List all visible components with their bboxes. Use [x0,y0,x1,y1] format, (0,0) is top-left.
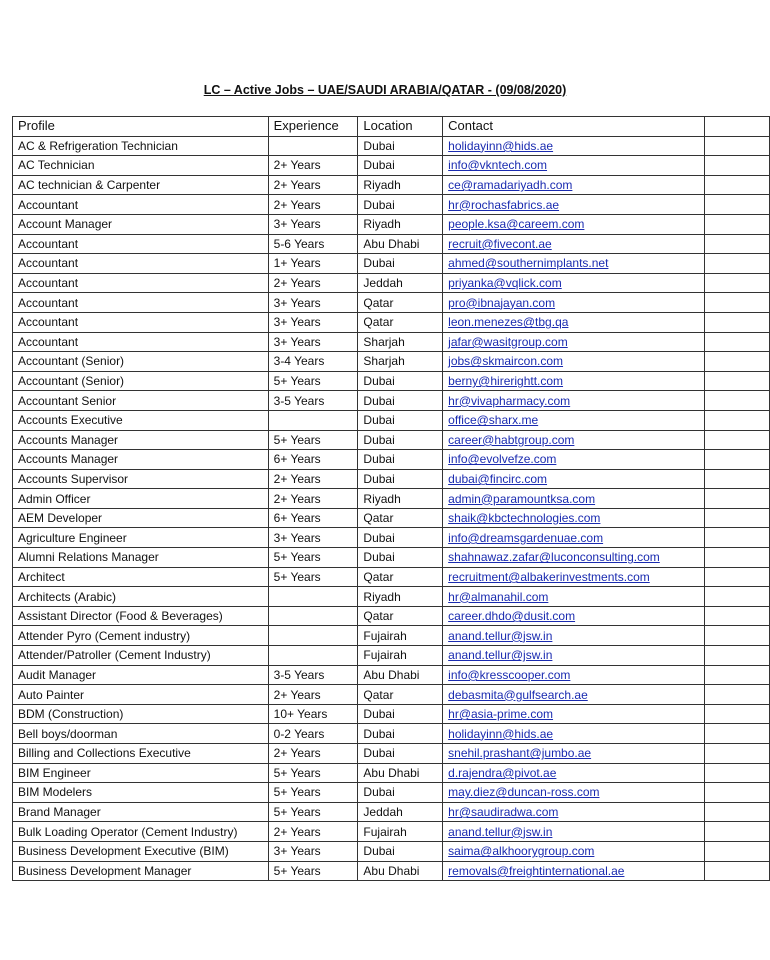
cell-location: Riyadh [358,489,443,509]
cell-contact[interactable]: ahmed@southernimplants.net [443,254,704,274]
cell-location: Dubai [358,195,443,215]
table-row [13,567,770,587]
cell-contact[interactable]: info@evolvefze.com [443,450,704,470]
table-row [13,234,770,254]
cell-location: Dubai [358,410,443,430]
cell-experience: 6+ Years [268,508,358,528]
table-row [13,665,770,685]
cell-empty [704,841,769,861]
cell-location: Abu Dhabi [358,763,443,783]
cell-location: Fujairah [358,646,443,666]
cell-location: Abu Dhabi [358,234,443,254]
cell-empty [704,136,769,156]
cell-location: Abu Dhabi [358,861,443,881]
cell-profile: BIM Engineer [13,763,269,783]
table-row [13,214,770,234]
table-row [13,802,770,822]
cell-experience: 3-5 Years [268,391,358,411]
cell-experience: 3+ Years [268,528,358,548]
cell-experience: 5+ Years [268,567,358,587]
cell-experience: 3+ Years [268,293,358,313]
cell-location: Dubai [358,841,443,861]
cell-experience: 3+ Years [268,312,358,332]
jobs-table [12,116,770,881]
header-location: Location [358,117,443,137]
cell-experience: 2+ Years [268,822,358,842]
cell-location: Qatar [358,567,443,587]
cell-empty [704,352,769,372]
cell-empty [704,489,769,509]
cell-experience: 3+ Years [268,841,358,861]
cell-location: Dubai [358,528,443,548]
cell-location: Dubai [358,430,443,450]
cell-location: Qatar [358,293,443,313]
cell-experience: 3+ Years [268,332,358,352]
cell-location: Dubai [358,450,443,470]
cell-profile: Business Development Manager [13,861,269,881]
cell-contact[interactable]: people.ksa@careem.com [443,214,704,234]
cell-experience: 2+ Years [268,469,358,489]
cell-contact[interactable]: berny@hirerightt.com [443,371,704,391]
cell-empty [704,156,769,176]
cell-profile: Accounts Supervisor [13,469,269,489]
cell-contact[interactable]: hr@vivapharmacy.com [443,391,704,411]
cell-contact[interactable]: info@kresscooper.com [443,665,704,685]
header-empty [704,117,769,137]
cell-profile: AC & Refrigeration Technician [13,136,269,156]
cell-contact[interactable]: hr@asia-prime.com [443,704,704,724]
cell-experience: 2+ Years [268,744,358,764]
cell-empty [704,606,769,626]
page-title [0,83,770,97]
cell-experience: 3-5 Years [268,665,358,685]
cell-experience: 2+ Years [268,195,358,215]
cell-contact[interactable]: anand.tellur@jsw.in [443,626,704,646]
cell-contact[interactable]: hr@rochasfabrics.ae [443,195,704,215]
table-row [13,626,770,646]
cell-profile: Accounts Executive [13,410,269,430]
cell-empty [704,234,769,254]
cell-experience: 0-2 Years [268,724,358,744]
cell-profile: Audit Manager [13,665,269,685]
cell-contact[interactable]: snehil.prashant@jumbo.ae [443,744,704,764]
cell-location: Jeddah [358,273,443,293]
cell-profile: Bell boys/doorman [13,724,269,744]
cell-experience: 2+ Years [268,175,358,195]
cell-empty [704,293,769,313]
cell-contact[interactable]: pro@ibnajayan.com [443,293,704,313]
cell-contact[interactable]: anand.tellur@jsw.in [443,646,704,666]
cell-profile: Accountant [13,254,269,274]
table-row [13,175,770,195]
cell-profile: Billing and Collections Executive [13,744,269,764]
cell-profile: Accountant (Senior) [13,371,269,391]
cell-experience: 1+ Years [268,254,358,274]
cell-empty [704,704,769,724]
header-experience: Experience [268,117,358,137]
cell-profile: Accountant Senior [13,391,269,411]
cell-contact[interactable]: career@habtgroup.com [443,430,704,450]
cell-experience: 10+ Years [268,704,358,724]
cell-contact[interactable]: shaik@kbctechnologies.com [443,508,704,528]
cell-experience: 2+ Years [268,489,358,509]
cell-empty [704,254,769,274]
table-row [13,352,770,372]
cell-experience: 5+ Years [268,861,358,881]
cell-contact[interactable]: leon.menezes@tbg.qa [443,312,704,332]
cell-contact[interactable]: ce@ramadariyadh.com [443,175,704,195]
cell-location: Riyadh [358,587,443,607]
cell-contact[interactable]: office@sharx.me [443,410,704,430]
cell-contact[interactable]: admin@paramountksa.com [443,489,704,509]
cell-contact[interactable]: removals@freightinternational.ae [443,861,704,881]
cell-contact[interactable]: info@vkntech.com [443,156,704,176]
cell-profile: Accountant (Senior) [13,352,269,372]
cell-profile: AC Technician [13,156,269,176]
cell-empty [704,763,769,783]
table-row [13,312,770,332]
cell-location: Riyadh [358,175,443,195]
cell-profile: Accountant [13,312,269,332]
cell-location: Dubai [358,783,443,803]
cell-empty [704,312,769,332]
cell-location: Dubai [358,391,443,411]
cell-profile: Architects (Arabic) [13,587,269,607]
table-row [13,704,770,724]
cell-empty [704,391,769,411]
cell-location: Dubai [358,254,443,274]
cell-location: Dubai [358,156,443,176]
table-row [13,528,770,548]
cell-empty [704,195,769,215]
table-row [13,430,770,450]
cell-experience: 5+ Years [268,763,358,783]
cell-profile: Accounts Manager [13,450,269,470]
cell-profile: Attender/Patroller (Cement Industry) [13,646,269,666]
cell-empty [704,214,769,234]
cell-experience: 2+ Years [268,156,358,176]
cell-profile: Alumni Relations Manager [13,548,269,568]
table-row [13,136,770,156]
table-row [13,606,770,626]
cell-contact[interactable]: jobs@skmaircon.com [443,352,704,372]
cell-empty [704,508,769,528]
cell-profile: Bulk Loading Operator (Cement Industry) [13,822,269,842]
cell-profile: Admin Officer [13,489,269,509]
table-row [13,371,770,391]
table-row [13,508,770,528]
cell-location: Sharjah [358,352,443,372]
cell-location: Dubai [358,548,443,568]
table-row [13,391,770,411]
cell-empty [704,332,769,352]
cell-experience [268,606,358,626]
cell-contact[interactable]: holidayinn@hids.ae [443,136,704,156]
cell-empty [704,450,769,470]
cell-contact[interactable]: jafar@wasitgroup.com [443,332,704,352]
cell-profile: Accounts Manager [13,430,269,450]
cell-empty [704,665,769,685]
table-row [13,763,770,783]
cell-contact[interactable]: saima@alkhoorygroup.com [443,841,704,861]
cell-location: Qatar [358,606,443,626]
cell-empty [704,371,769,391]
cell-profile: Agriculture Engineer [13,528,269,548]
cell-empty [704,587,769,607]
cell-experience [268,587,358,607]
cell-location: Fujairah [358,822,443,842]
cell-empty [704,822,769,842]
table-row [13,195,770,215]
cell-contact[interactable]: hr@almanahil.com [443,587,704,607]
table-row [13,841,770,861]
cell-experience: 5+ Years [268,430,358,450]
cell-profile: BIM Modelers [13,783,269,803]
cell-contact[interactable]: dubai@fincirc.com [443,469,704,489]
cell-profile: Architect [13,567,269,587]
cell-experience: 2+ Years [268,685,358,705]
cell-contact[interactable]: recruitment@albakerinvestments.com [443,567,704,587]
cell-experience: 3+ Years [268,214,358,234]
cell-empty [704,861,769,881]
cell-experience: 2+ Years [268,273,358,293]
cell-profile: Attender Pyro (Cement industry) [13,626,269,646]
cell-contact[interactable]: career.dhdo@dusit.com [443,606,704,626]
cell-experience [268,136,358,156]
table-row [13,646,770,666]
table-row [13,254,770,274]
cell-location: Dubai [358,744,443,764]
cell-experience: 3-4 Years [268,352,358,372]
cell-profile: Brand Manager [13,802,269,822]
cell-experience [268,626,358,646]
cell-experience [268,646,358,666]
cell-location: Sharjah [358,332,443,352]
cell-contact[interactable]: priyanka@vqlick.com [443,273,704,293]
table-row [13,685,770,705]
table-row [13,469,770,489]
cell-contact[interactable]: debasmita@gulfsearch.ae [443,685,704,705]
cell-location: Dubai [358,704,443,724]
cell-empty [704,724,769,744]
table-row [13,548,770,568]
header-profile: Profile [13,117,269,137]
cell-empty [704,626,769,646]
cell-profile: Accountant [13,293,269,313]
cell-empty [704,430,769,450]
cell-experience: 5+ Years [268,371,358,391]
cell-profile: Accountant [13,234,269,254]
cell-profile: Accountant [13,195,269,215]
cell-contact[interactable]: holidayinn@hids.ae [443,724,704,744]
cell-location: Qatar [358,508,443,528]
cell-location: Dubai [358,724,443,744]
cell-location: Abu Dhabi [358,665,443,685]
cell-empty [704,273,769,293]
table-row [13,156,770,176]
cell-experience: 5+ Years [268,548,358,568]
cell-profile: Accountant [13,273,269,293]
cell-profile: Accountant [13,332,269,352]
cell-contact[interactable]: d.rajendra@pivot.ae [443,763,704,783]
cell-experience: 5-6 Years [268,234,358,254]
table-row [13,587,770,607]
cell-contact[interactable]: shahnawaz.zafar@luconconsulting.com [443,548,704,568]
cell-empty [704,469,769,489]
cell-experience: 5+ Years [268,783,358,803]
cell-profile: AC technician & Carpenter [13,175,269,195]
cell-profile: Business Development Executive (BIM) [13,841,269,861]
cell-contact[interactable]: hr@saudiradwa.com [443,802,704,822]
cell-location: Dubai [358,136,443,156]
cell-contact[interactable]: anand.tellur@jsw.in [443,822,704,842]
cell-profile: AEM Developer [13,508,269,528]
cell-empty [704,802,769,822]
cell-contact[interactable]: may.diez@duncan-ross.com [443,783,704,803]
cell-location: Dubai [358,469,443,489]
cell-location: Qatar [358,685,443,705]
table-row [13,332,770,352]
cell-contact[interactable]: info@dreamsgardenuae.com [443,528,704,548]
table-row [13,744,770,764]
header-contact: Contact [443,117,704,137]
table-row [13,273,770,293]
cell-empty [704,175,769,195]
cell-location: Qatar [358,312,443,332]
cell-contact[interactable]: recruit@fivecont.ae [443,234,704,254]
cell-profile: Account Manager [13,214,269,234]
table-row [13,450,770,470]
cell-empty [704,646,769,666]
table-row [13,724,770,744]
cell-location: Riyadh [358,214,443,234]
cell-location: Dubai [358,371,443,391]
cell-profile: BDM (Construction) [13,704,269,724]
cell-empty [704,410,769,430]
table-row [13,783,770,803]
cell-empty [704,744,769,764]
table-row [13,293,770,313]
cell-location: Jeddah [358,802,443,822]
cell-location: Fujairah [358,626,443,646]
cell-empty [704,528,769,548]
cell-empty [704,548,769,568]
table-header-row [13,117,770,137]
cell-profile: Auto Painter [13,685,269,705]
table-row [13,861,770,881]
page-title-text: LC – Active Jobs – UAE/SAUDI ARABIA/QATAR - (09/08/2020) [203,83,567,97]
table-row [13,822,770,842]
cell-profile: Assistant Director (Food & Beverages) [13,606,269,626]
cell-experience: 6+ Years [268,450,358,470]
cell-empty [704,685,769,705]
table-row [13,410,770,430]
cell-empty [704,783,769,803]
table-row [13,489,770,509]
cell-experience: 5+ Years [268,802,358,822]
cell-empty [704,567,769,587]
cell-experience [268,410,358,430]
